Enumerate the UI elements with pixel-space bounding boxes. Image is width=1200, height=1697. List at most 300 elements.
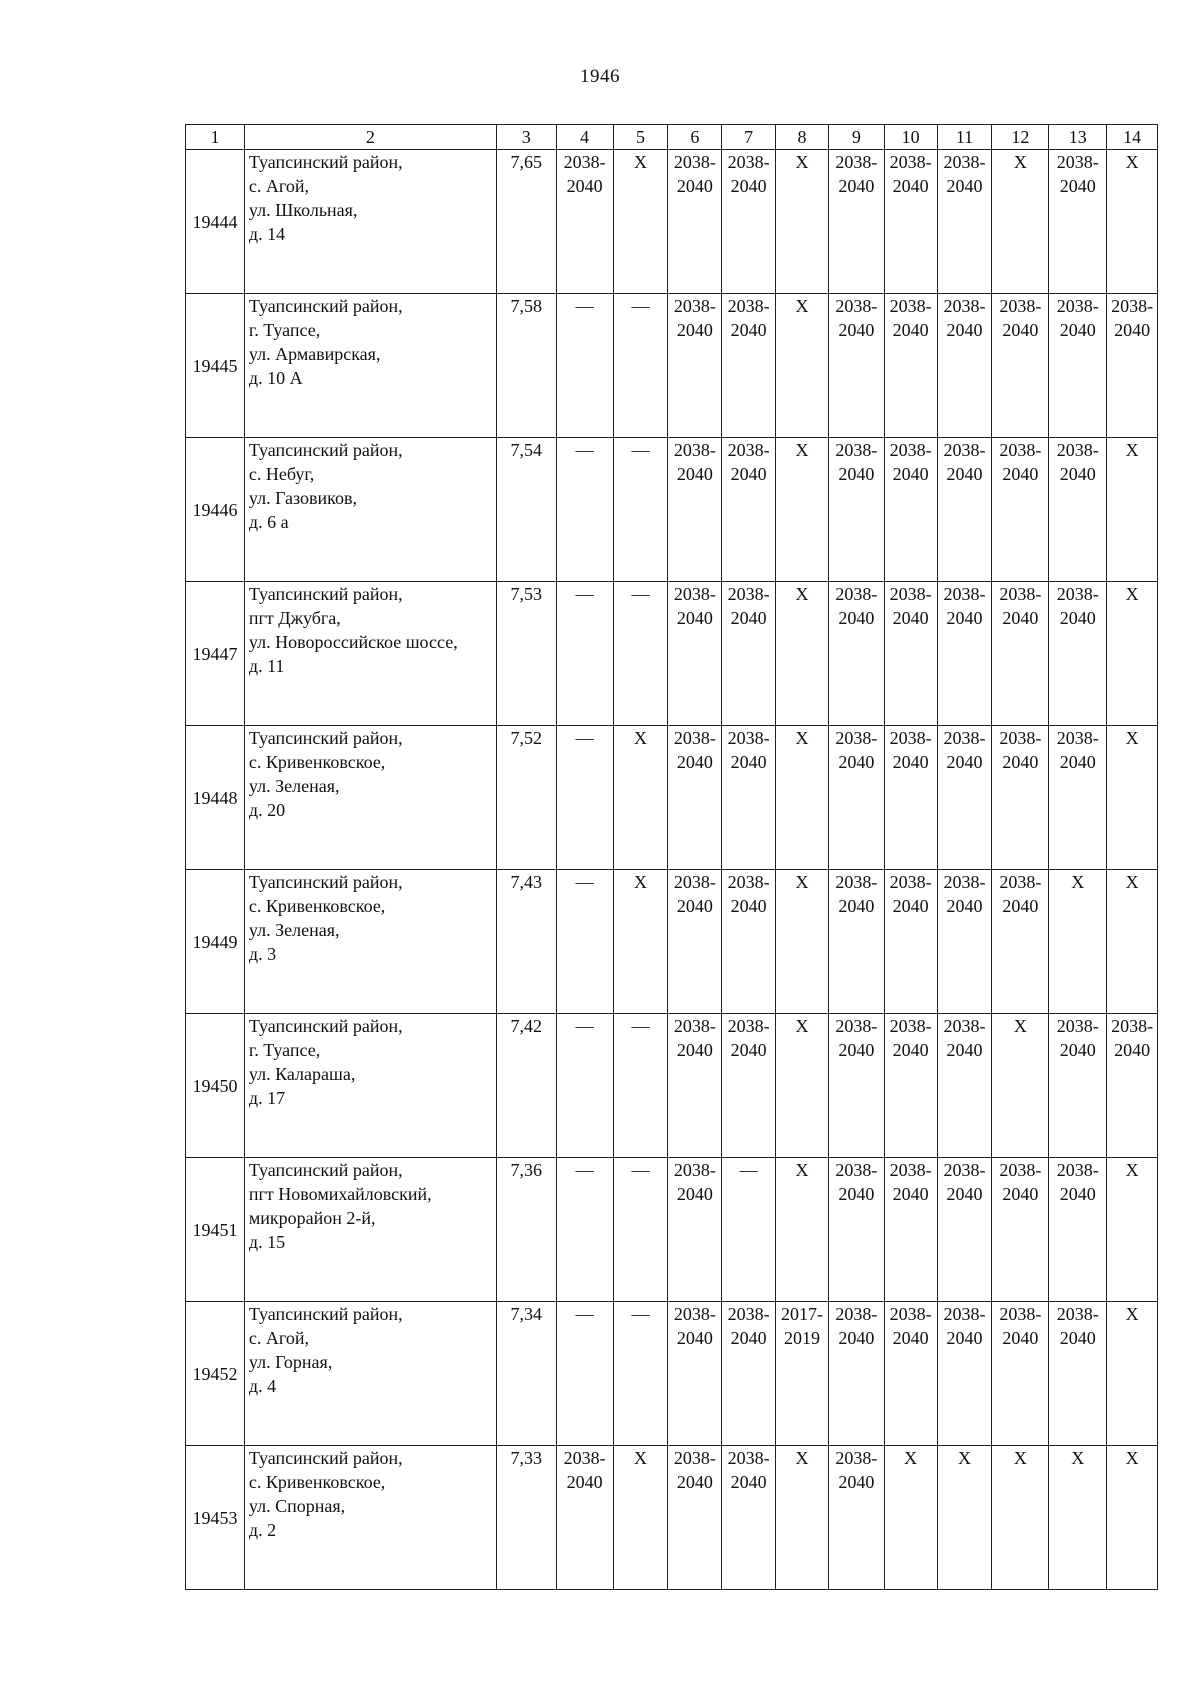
period-cell (884, 438, 937, 582)
period-value: 2040 (1059, 464, 1096, 484)
period-cell (828, 582, 884, 726)
period-value: 2040 (892, 464, 929, 484)
period-value: 2040 (838, 896, 875, 916)
column-header: 4 (556, 125, 613, 150)
period-cell (937, 150, 992, 294)
period-value: 2040 (1002, 896, 1039, 916)
period-cell (884, 1446, 937, 1590)
period-cell (937, 582, 992, 726)
period-value: 2040 (1002, 1184, 1039, 1204)
period-cell (668, 1158, 722, 1302)
period-cell (1049, 294, 1107, 438)
address-line: д. 15 (248, 1232, 286, 1252)
column-header: 11 (937, 125, 992, 150)
period-value: 2040 (946, 752, 983, 772)
address-line: ул. Спорная, (248, 1496, 346, 1516)
period-value: — (631, 296, 650, 316)
period-value: 2040 (892, 608, 929, 628)
address-line: Туапсинский район, (248, 1448, 403, 1468)
column-header: 7 (722, 125, 776, 150)
period-cell (1049, 150, 1107, 294)
period-cell (992, 1158, 1049, 1302)
address-cell (244, 870, 496, 1014)
period-value: X (795, 296, 809, 316)
period-cell (992, 150, 1049, 294)
period-cell (828, 1158, 884, 1302)
period-cell (556, 726, 613, 870)
score-cell: 7,65 (496, 150, 556, 294)
table-row (186, 1158, 1158, 1302)
address-line: д. 6 а (248, 512, 289, 532)
period-value: 2038- (999, 1304, 1042, 1324)
period-value: 2038- (835, 872, 878, 892)
period-value: 2040 (1114, 320, 1151, 340)
period-value: 2038- (835, 1448, 878, 1468)
period-value: 2038- (1056, 440, 1099, 460)
period-value: 2040 (730, 320, 767, 340)
period-value: 2040 (676, 464, 713, 484)
period-cell (828, 1446, 884, 1590)
period-cell (1107, 150, 1158, 294)
period-cell (776, 294, 829, 438)
period-value: 2040 (838, 1328, 875, 1348)
period-value: 2038- (673, 872, 716, 892)
column-header: 1 (186, 125, 245, 150)
record-number: 19444 (186, 150, 245, 294)
address-line: д. 20 (248, 800, 286, 820)
period-cell (1049, 1446, 1107, 1590)
period-value: 2038- (889, 440, 932, 460)
address-line: с. Кривенковское, (248, 896, 386, 916)
period-value: 2040 (1059, 1328, 1096, 1348)
period-value: 2040 (892, 176, 929, 196)
period-value: 2040 (730, 464, 767, 484)
period-value: 2038- (563, 1448, 606, 1468)
score-cell: 7,58 (496, 294, 556, 438)
address-line: Туапсинский район, (248, 872, 403, 892)
period-cell (828, 438, 884, 582)
period-value: X (634, 872, 647, 892)
score-cell: 7,52 (496, 726, 556, 870)
period-value: X (795, 584, 809, 604)
period-value: 2040 (892, 1040, 929, 1060)
column-header: 13 (1049, 125, 1107, 150)
period-cell (722, 438, 776, 582)
page-number: 1946 (580, 66, 620, 87)
period-value: 2038- (835, 728, 878, 748)
address-line: д. 10 А (248, 368, 303, 388)
period-value: 2040 (676, 1328, 713, 1348)
period-value: 2038- (673, 1160, 716, 1180)
period-value: 2040 (838, 752, 875, 772)
period-value: X (1125, 584, 1139, 604)
period-value: 2038- (835, 1160, 878, 1180)
period-cell (1049, 870, 1107, 1014)
period-cell (992, 870, 1049, 1014)
period-cell (992, 1302, 1049, 1446)
period-value: 2040 (566, 176, 603, 196)
period-cell (1107, 582, 1158, 726)
score-cell: 7,36 (496, 1158, 556, 1302)
address-line: ул. Школьная, (248, 200, 358, 220)
period-value: — (575, 872, 594, 892)
period-value: X (795, 1448, 809, 1468)
period-value: 2040 (892, 752, 929, 772)
period-value: X (795, 1016, 809, 1036)
address-line: с. Небуг, (248, 464, 315, 484)
period-value: X (795, 440, 809, 460)
address-line: д. 2 (248, 1520, 277, 1540)
period-value: 2038- (1056, 152, 1099, 172)
score-cell: 7,33 (496, 1446, 556, 1590)
period-cell (613, 1446, 668, 1590)
period-value: 2040 (1114, 1040, 1151, 1060)
period-value: X (634, 728, 647, 748)
period-value: — (631, 440, 650, 460)
period-value: 2038- (1056, 584, 1099, 604)
period-value: — (575, 440, 594, 460)
period-value: 2040 (676, 176, 713, 196)
period-cell (884, 1302, 937, 1446)
period-cell (556, 150, 613, 294)
period-value: 2038- (999, 440, 1042, 460)
period-cell (992, 294, 1049, 438)
period-cell (828, 150, 884, 294)
table-row (186, 1302, 1158, 1446)
period-value: X (1071, 872, 1085, 892)
period-cell (722, 1446, 776, 1590)
address-line: ул. Калараша, (248, 1064, 356, 1084)
period-value: 2038- (727, 440, 770, 460)
address-line: Туапсинский район, (248, 440, 403, 460)
address-line: Туапсинский район, (248, 728, 403, 748)
period-cell (776, 438, 829, 582)
period-value: 2038- (1056, 1160, 1099, 1180)
period-cell (884, 726, 937, 870)
period-cell (937, 1014, 992, 1158)
period-value: — (575, 1160, 594, 1180)
period-cell (613, 1014, 668, 1158)
period-cell (992, 726, 1049, 870)
period-value: 2040 (676, 608, 713, 628)
period-value: 2038- (943, 440, 986, 460)
period-value: — (575, 728, 594, 748)
period-cell (668, 582, 722, 726)
period-value: 2040 (676, 1472, 713, 1492)
period-value: 2038- (943, 1304, 986, 1324)
period-value: 2038- (1056, 296, 1099, 316)
period-value: 2038- (1056, 1016, 1099, 1036)
period-value: 2038- (673, 152, 716, 172)
period-cell (828, 870, 884, 1014)
period-value: — (575, 296, 594, 316)
column-header: 14 (1107, 125, 1158, 150)
address-cell (244, 1014, 496, 1158)
period-cell (668, 1014, 722, 1158)
table-row (186, 582, 1158, 726)
address-line: с. Кривенковское, (248, 1472, 386, 1492)
period-value: 2038- (727, 584, 770, 604)
period-value: X (904, 1448, 918, 1468)
period-cell (613, 582, 668, 726)
period-cell (776, 870, 829, 1014)
period-value: — (631, 1304, 650, 1324)
address-cell (244, 1302, 496, 1446)
period-value: X (1125, 1304, 1139, 1324)
record-number: 19447 (186, 582, 245, 726)
period-value: X (795, 872, 809, 892)
period-value: 2038- (999, 728, 1042, 748)
table-row (186, 438, 1158, 582)
period-cell (1107, 1014, 1158, 1158)
address-line: ул. Зеленая, (248, 776, 340, 796)
period-value: X (1125, 1160, 1139, 1180)
address-cell (244, 150, 496, 294)
period-cell (776, 582, 829, 726)
period-value: 2040 (1002, 608, 1039, 628)
period-value: X (1013, 1448, 1027, 1468)
registry-table (185, 124, 1158, 1590)
period-cell (776, 1446, 829, 1590)
period-cell (1049, 1302, 1107, 1446)
period-value: 2040 (946, 176, 983, 196)
period-value: 2038- (835, 440, 878, 460)
address-line: ул. Армавирская, (248, 344, 381, 364)
period-value: 2038- (835, 1304, 878, 1324)
period-cell (1049, 1158, 1107, 1302)
period-cell (668, 1446, 722, 1590)
period-value: X (795, 1160, 809, 1180)
period-cell (937, 726, 992, 870)
address-line: пгт Новомихайловский, (248, 1184, 432, 1204)
record-number: 19449 (186, 870, 245, 1014)
period-value: 2040 (946, 1328, 983, 1348)
period-cell (992, 582, 1049, 726)
period-value: — (575, 1016, 594, 1036)
period-value: 2038- (943, 152, 986, 172)
period-value: X (795, 728, 809, 748)
address-line: ул. Новороссийское шоссе, (248, 632, 458, 652)
period-value: 2040 (1002, 464, 1039, 484)
period-value: 2038- (889, 584, 932, 604)
header-row (186, 125, 1158, 150)
period-cell (937, 1302, 992, 1446)
address-line: Туапсинский район, (248, 1016, 403, 1036)
period-value: 2040 (946, 608, 983, 628)
address-line: с. Агой, (248, 176, 309, 196)
period-value: 2038- (727, 1016, 770, 1036)
period-value: 2040 (838, 1184, 875, 1204)
period-cell (937, 294, 992, 438)
period-value: — (631, 584, 650, 604)
address-line: д. 14 (248, 224, 286, 244)
period-value: 2040 (838, 176, 875, 196)
period-cell (556, 438, 613, 582)
period-value: 2040 (1059, 1184, 1096, 1204)
period-cell (1049, 582, 1107, 726)
period-cell (1107, 1302, 1158, 1446)
period-cell (828, 1014, 884, 1158)
period-value: 2038- (727, 1448, 770, 1468)
period-value: 2038- (835, 1016, 878, 1036)
column-header: 9 (828, 125, 884, 150)
period-value: 2038- (835, 584, 878, 604)
period-cell (668, 726, 722, 870)
period-value: 2038- (673, 440, 716, 460)
period-value: 2038- (999, 584, 1042, 604)
period-value: 2038- (889, 872, 932, 892)
address-cell (244, 726, 496, 870)
period-cell (937, 1446, 992, 1590)
period-cell (722, 870, 776, 1014)
period-value: 2040 (676, 1184, 713, 1204)
column-header: 8 (776, 125, 829, 150)
period-value: 2040 (730, 896, 767, 916)
address-line: Туапсинский район, (248, 584, 403, 604)
period-value: 2040 (892, 320, 929, 340)
period-value: 2038- (999, 296, 1042, 316)
period-value: 2040 (730, 1472, 767, 1492)
record-number: 19451 (186, 1158, 245, 1302)
period-value: X (634, 1448, 647, 1468)
period-value: 2038- (727, 728, 770, 748)
table-row (186, 1014, 1158, 1158)
period-value: 2040 (946, 1040, 983, 1060)
period-value: X (1013, 152, 1027, 172)
period-value: — (575, 584, 594, 604)
period-value: 2038- (943, 872, 986, 892)
record-number: 19446 (186, 438, 245, 582)
period-value: 2040 (676, 896, 713, 916)
record-number: 19445 (186, 294, 245, 438)
address-cell (244, 294, 496, 438)
period-cell (556, 294, 613, 438)
column-header: 5 (613, 125, 668, 150)
period-cell (828, 726, 884, 870)
period-value: 2038- (673, 1304, 716, 1324)
period-value: 2038- (999, 1160, 1042, 1180)
period-cell (1107, 294, 1158, 438)
period-cell (556, 870, 613, 1014)
period-value: 2038- (727, 296, 770, 316)
period-cell (556, 582, 613, 726)
period-value: 2040 (1002, 320, 1039, 340)
period-value: X (634, 152, 647, 172)
period-cell (613, 150, 668, 294)
period-value: 2038- (673, 296, 716, 316)
period-cell (884, 294, 937, 438)
period-cell (613, 726, 668, 870)
period-value: 2040 (730, 752, 767, 772)
period-cell (992, 1014, 1049, 1158)
period-cell (828, 1302, 884, 1446)
period-value: 2038- (563, 152, 606, 172)
period-value: 2038- (673, 728, 716, 748)
period-cell (937, 438, 992, 582)
period-cell (556, 1158, 613, 1302)
table-row (186, 726, 1158, 870)
period-value: 2038- (673, 1448, 716, 1468)
period-value: 2040 (676, 752, 713, 772)
period-value: 2038- (1111, 296, 1154, 316)
period-cell (884, 150, 937, 294)
period-value: 2040 (1059, 1040, 1096, 1060)
period-value: 2038- (943, 584, 986, 604)
period-cell (1049, 726, 1107, 870)
period-value: 2040 (892, 896, 929, 916)
address-cell (244, 582, 496, 726)
period-value: 2038- (1056, 1304, 1099, 1324)
period-value: 2038- (727, 872, 770, 892)
period-cell (613, 294, 668, 438)
column-header: 3 (496, 125, 556, 150)
period-cell (722, 582, 776, 726)
period-value: 2038- (943, 296, 986, 316)
period-cell (668, 150, 722, 294)
period-cell (722, 1158, 776, 1302)
period-value: 2040 (730, 608, 767, 628)
period-value: 2040 (1002, 1328, 1039, 1348)
period-cell (776, 150, 829, 294)
address-line: Туапсинский район, (248, 152, 403, 172)
address-line: ул. Горная, (248, 1352, 333, 1372)
record-number: 19450 (186, 1014, 245, 1158)
period-value: 2040 (566, 1472, 603, 1492)
period-value: 2040 (892, 1328, 929, 1348)
column-header: 6 (668, 125, 722, 150)
address-line: Туапсинский район, (248, 1160, 403, 1180)
address-line: г. Туапсе, (248, 1040, 321, 1060)
period-cell (613, 1158, 668, 1302)
period-cell (556, 1302, 613, 1446)
period-cell (776, 1014, 829, 1158)
period-value: 2040 (1059, 320, 1096, 340)
period-value: 2040 (1059, 608, 1096, 628)
table-header (186, 125, 1158, 150)
table-row (186, 294, 1158, 438)
address-line: Туапсинский район, (248, 1304, 403, 1324)
period-value: X (1013, 1016, 1027, 1036)
address-line: д. 3 (248, 944, 277, 964)
period-value: 2038- (1111, 1016, 1154, 1036)
period-value: X (1125, 440, 1139, 460)
column-header: 10 (884, 125, 937, 150)
period-value: 2040 (676, 1040, 713, 1060)
period-value: — (631, 1160, 650, 1180)
period-value: 2040 (946, 320, 983, 340)
period-cell (992, 438, 1049, 582)
period-cell (884, 1014, 937, 1158)
period-cell (668, 870, 722, 1014)
address-line: пгт Джубга, (248, 608, 341, 628)
table-row (186, 870, 1158, 1014)
period-value: 2040 (946, 896, 983, 916)
period-value: 2038- (889, 296, 932, 316)
period-value: — (575, 1304, 594, 1324)
period-cell (1107, 1158, 1158, 1302)
period-value: — (631, 1016, 650, 1036)
address-cell (244, 438, 496, 582)
period-cell (722, 1014, 776, 1158)
period-cell (722, 1302, 776, 1446)
period-cell (722, 726, 776, 870)
period-cell (884, 1158, 937, 1302)
period-cell (1049, 438, 1107, 582)
address-line: с. Кривенковское, (248, 752, 386, 772)
period-value: 2040 (730, 1040, 767, 1060)
score-cell: 7,34 (496, 1302, 556, 1446)
record-number: 19448 (186, 726, 245, 870)
